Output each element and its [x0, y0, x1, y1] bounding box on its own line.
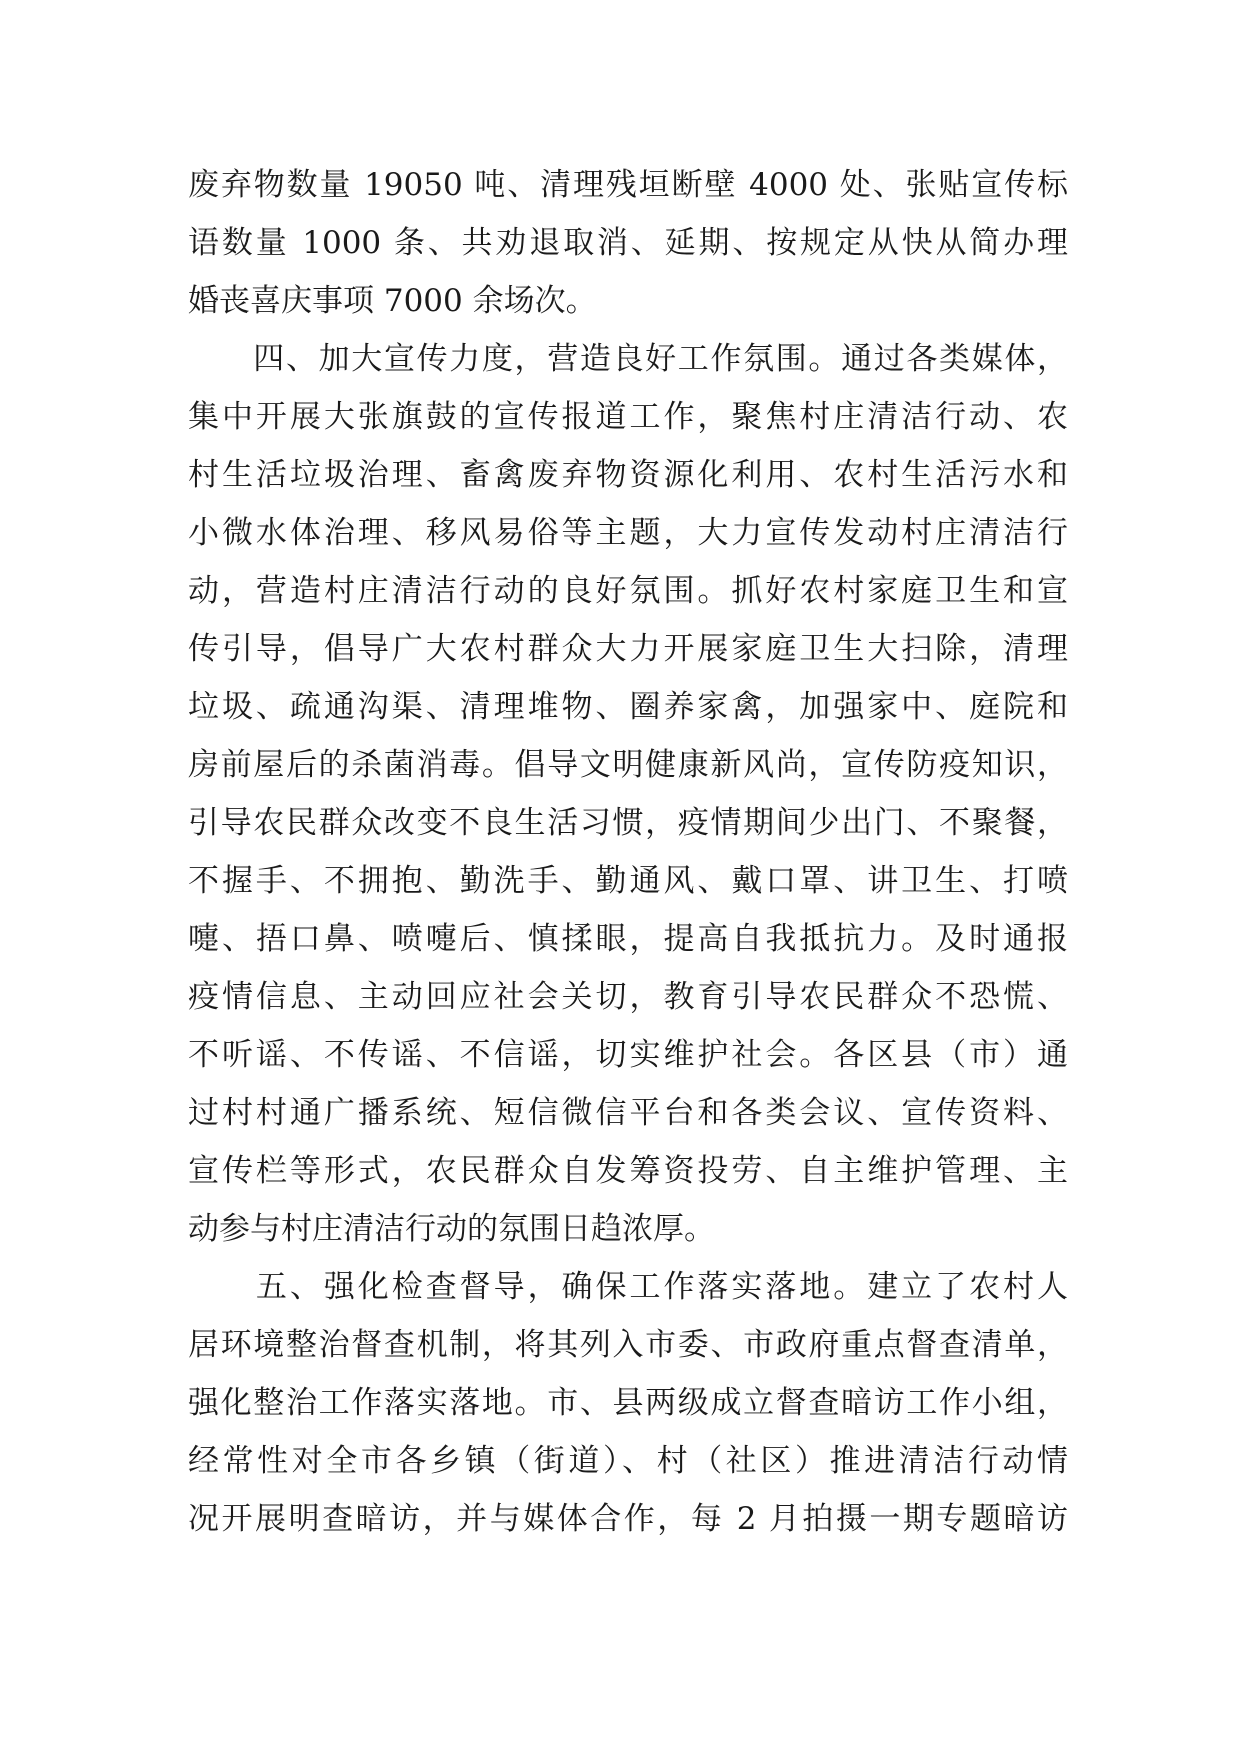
text-line: 传引导，倡导广大农村群众大力开展家庭卫生大扫除，清理 — [188, 631, 1068, 667]
text-line: 房前屋后的杀菌消毒。倡导文明健康新风尚，宣传防疫知识， — [188, 747, 1068, 783]
text-line: 集中开展大张旗鼓的宣传报道工作，聚焦村庄清洁行动、农 — [188, 399, 1068, 435]
text-line: 引导农民群众改变不良生活习惯，疫情期间少出门、不聚餐， — [188, 805, 1068, 841]
text-line: 小微水体治理、移风易俗等主题，大力宣传发动村庄清洁行 — [188, 515, 1068, 551]
text-line: 居环境整治督查机制，将其列入市委、市政府重点督查清单， — [188, 1327, 1068, 1363]
section-4-heading-line: 四、加大宣传力度，营造良好工作氛围。通过各类媒体， — [188, 341, 1068, 377]
text-line: 语数量 1000 条、共劝退取消、延期、按规定从快从简办理 — [188, 225, 1068, 261]
text-line: 经常性对全市各乡镇（街道）、村（社区）推进清洁行动情 — [188, 1443, 1068, 1479]
text-line: 村生活垃圾治理、畜禽废弃物资源化利用、农村生活污水和 — [188, 457, 1068, 493]
text-line: 疫情信息、主动回应社会关切，教育引导农民群众不恐慌、 — [188, 979, 1068, 1015]
text-line: 不握手、不拥抱、勤洗手、勤通风、戴口罩、讲卫生、打喷 — [188, 863, 1068, 899]
text-line: 垃圾、疏通沟渠、清理堆物、圈养家禽，加强家中、庭院和 — [188, 689, 1068, 725]
text-line: 不听谣、不传谣、不信谣，切实维护社会。各区县（市）通 — [188, 1037, 1068, 1073]
text-line: 废弃物数量 19050 吨、清理残垣断壁 4000 处、张贴宣传标 — [188, 167, 1068, 203]
section-5-heading-line: 五、强化检查督导，确保工作落实落地。建立了农村人 — [188, 1269, 1068, 1305]
text-line: 嚏、捂口鼻、喷嚏后、慎揉眼，提高自我抵抗力。及时通报 — [188, 921, 1068, 957]
text-line: 况开展明查暗访，并与媒体合作，每 2 月拍摄一期专题暗访 — [188, 1501, 1068, 1537]
text-line: 婚丧喜庆事项 7000 余场次。 — [188, 283, 597, 319]
text-line: 强化整治工作落实落地。市、县两级成立督查暗访工作小组， — [188, 1385, 1068, 1421]
body-text — [188, 156, 1068, 1548]
text-line: 宣传栏等形式，农民群众自发筹资投劳、自主维护管理、主 — [188, 1153, 1068, 1189]
text-line: 动，营造村庄清洁行动的良好氛围。抓好农村家庭卫生和宣 — [188, 573, 1068, 609]
text-line: 过村村通广播系统、短信微信平台和各类会议、宣传资料、 — [188, 1095, 1068, 1131]
text-line: 动参与村庄清洁行动的氛围日趋浓厚。 — [188, 1211, 715, 1247]
